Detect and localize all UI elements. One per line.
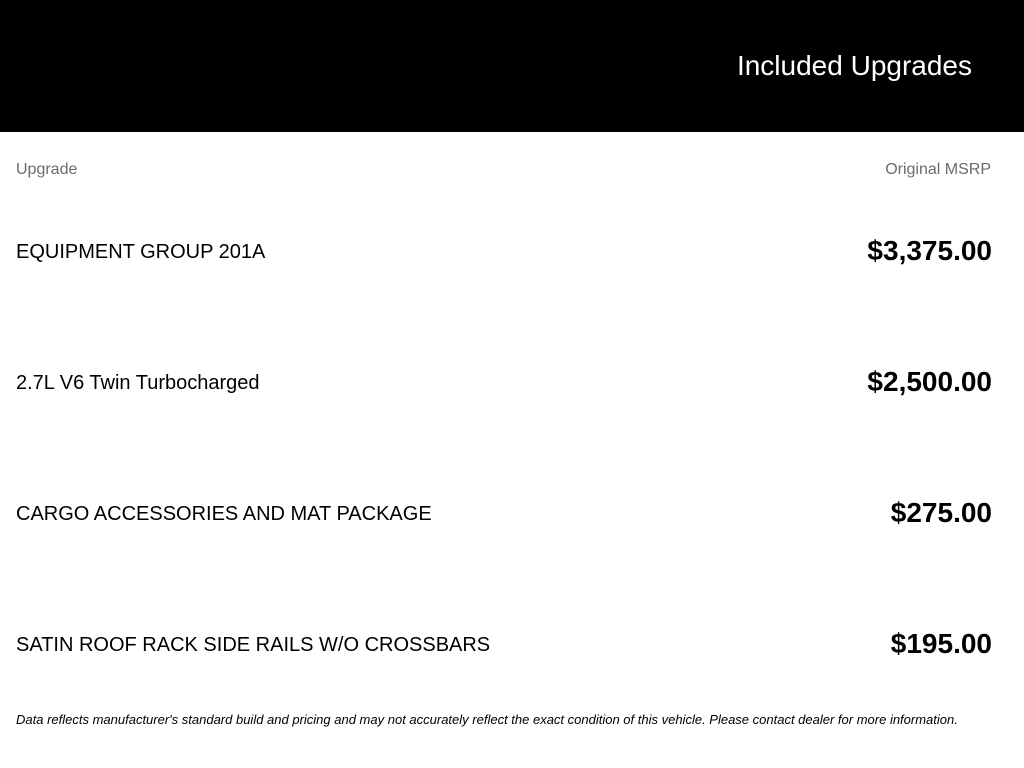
upgrade-price: $2,500.00 (867, 366, 992, 397)
disclaimer-text: Data reflects manufacturer's standard build and pricing and may not accurately reflect the exact condition of this vehicle. Please contact dealer for more information. (16, 712, 958, 727)
upgrade-row (0, 361, 1024, 401)
upgrade-row (0, 492, 1024, 532)
upgrade-row (0, 230, 1024, 270)
column-header-upgrade: Upgrade (16, 161, 78, 178)
upgrade-price: $275.00 (890, 497, 992, 528)
upgrade-price: $195.00 (890, 628, 992, 659)
upgrade-row (0, 623, 1024, 663)
column-header-original-msrp: Original MSRP (885, 161, 991, 178)
upgrade-name: SATIN ROOF RACK SIDE RAILS W/O CROSSBARS (16, 634, 491, 656)
upgrade-price: $3,375.00 (867, 235, 992, 266)
header-bar (0, 0, 1024, 132)
upgrade-name: EQUIPMENT GROUP 201A (16, 241, 266, 263)
page-title: Included Upgrades (736, 50, 972, 81)
upgrade-name: 2.7L V6 Twin Turbocharged (16, 372, 260, 394)
upgrade-name: CARGO ACCESSORIES AND MAT PACKAGE (16, 503, 432, 525)
